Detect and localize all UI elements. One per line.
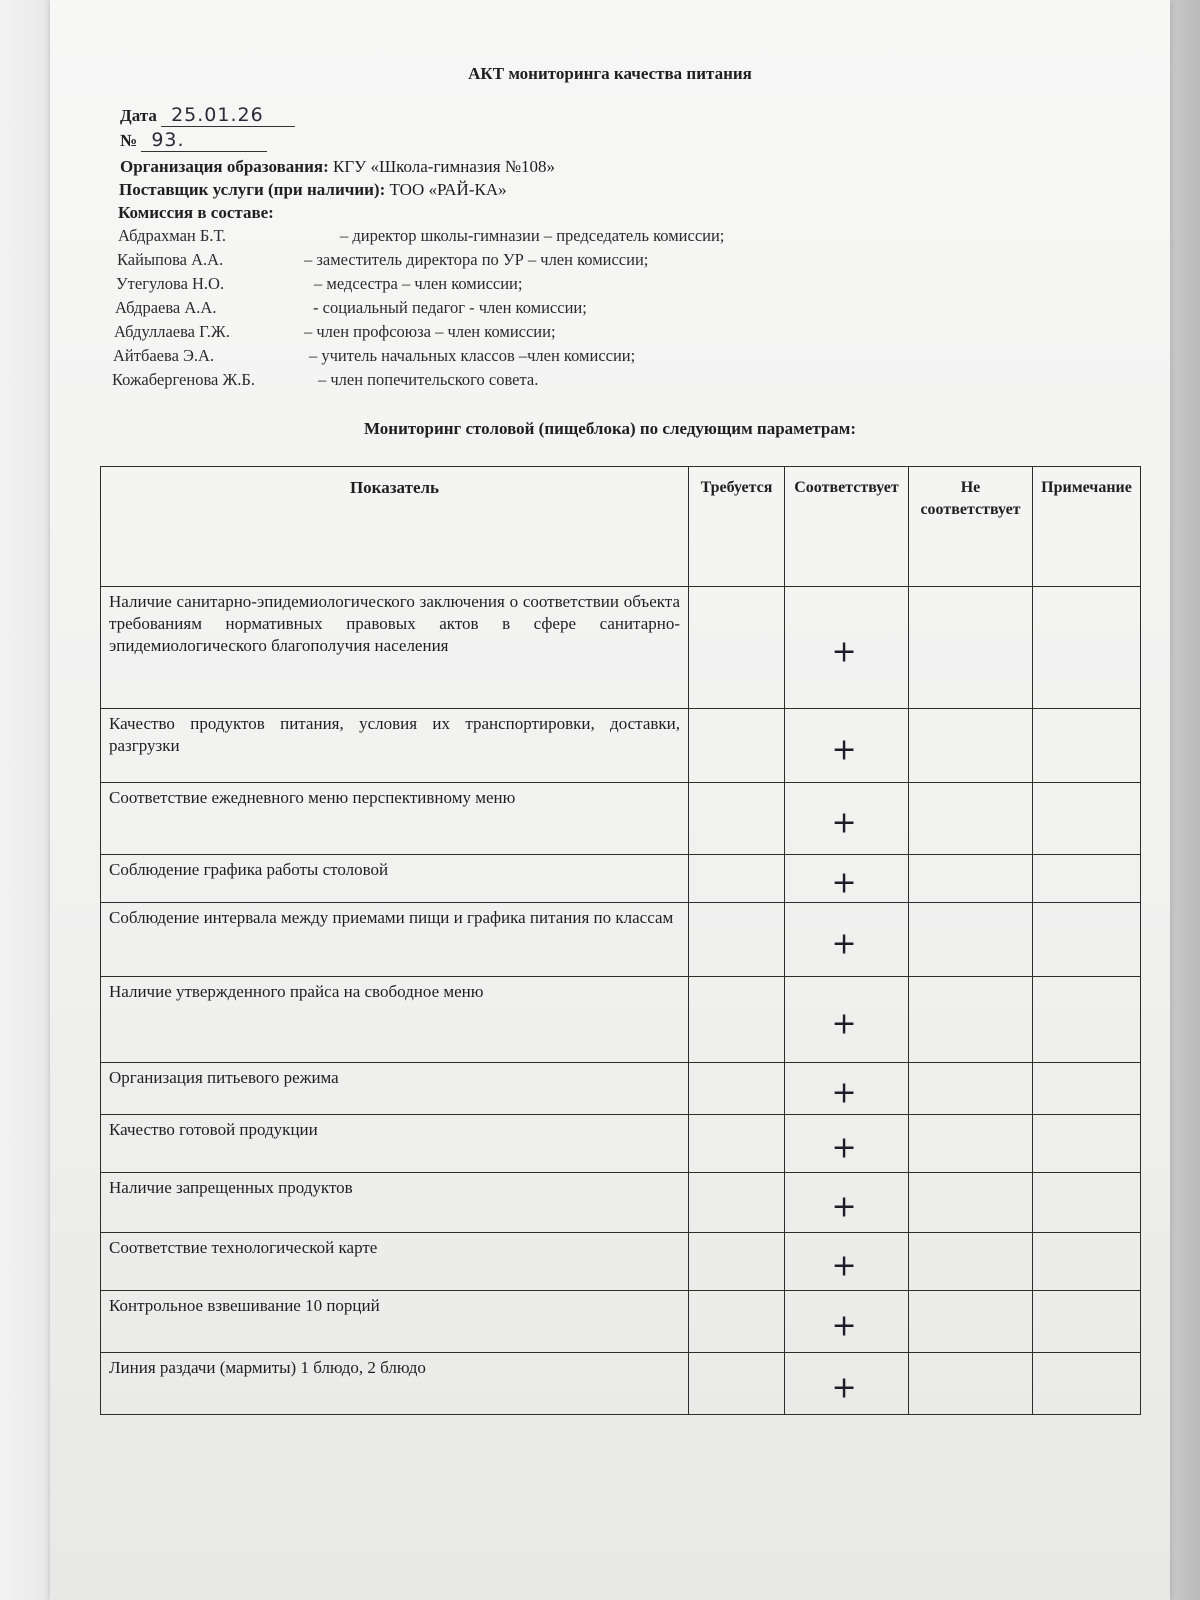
- required-cell: [689, 855, 785, 903]
- indicator-cell: Контрольное взвешивание 10 порций: [101, 1291, 689, 1353]
- check-mark: +: [831, 732, 857, 767]
- organization-value: КГУ «Школа-гимназия №108»: [333, 157, 556, 176]
- document-title: АКТ мониторинга качества питания: [468, 64, 752, 83]
- noncompliant-cell: [909, 587, 1033, 709]
- note-cell: [1033, 903, 1141, 977]
- table-row: [101, 855, 1141, 903]
- date-value: 25.01.26: [161, 104, 295, 127]
- compliant-cell: [785, 1173, 909, 1233]
- indicator-cell: Организация питьевого режима: [101, 1063, 689, 1115]
- check-mark: +: [831, 634, 857, 669]
- commission-member: Кайыпова А.А. – заместитель директора по УР – член комиссии;: [117, 250, 649, 269]
- indicator-cell: Соблюдение графика работы столовой: [101, 855, 689, 903]
- noncompliant-cell: [909, 903, 1033, 977]
- required-cell: [689, 709, 785, 783]
- required-cell: [689, 903, 785, 977]
- check-mark: +: [831, 1075, 857, 1110]
- required-cell: [689, 1353, 785, 1415]
- required-cell: [689, 1173, 785, 1233]
- table-row: [101, 1291, 1141, 1353]
- check-mark: +: [831, 1248, 857, 1283]
- noncompliant-cell: [909, 783, 1033, 855]
- commission-member: Абдраева А.А. - социальный педагог - член комиссии;: [115, 298, 587, 317]
- compliant-cell: [785, 709, 909, 783]
- required-cell: [689, 1115, 785, 1173]
- commission-member: Утегулова Н.О. – медсестра – член комиссии;: [116, 274, 523, 293]
- header-required: Требуется: [689, 467, 785, 587]
- compliant-cell: [785, 587, 909, 709]
- table-row: [101, 587, 1141, 709]
- noncompliant-cell: [909, 855, 1033, 903]
- indicator-cell: Соблюдение интервала между приемами пищи и графика питания по классам: [101, 903, 689, 977]
- noncompliant-cell: [909, 709, 1033, 783]
- commission-member: Абдуллаева Г.Ж. – член профсоюза – член комиссии;: [114, 322, 556, 341]
- check-mark: +: [831, 1308, 857, 1343]
- required-cell: [689, 1291, 785, 1353]
- indicator-cell: Качество готовой продукции: [101, 1115, 689, 1173]
- date-line: [120, 104, 295, 127]
- organization-line: [120, 157, 555, 177]
- table-row: [101, 1115, 1141, 1173]
- indicator-cell: Соответствие ежедневного меню перспективному меню: [101, 783, 689, 855]
- indicator-cell: Наличие утвержденного прайса на свободное меню: [101, 977, 689, 1063]
- check-mark: +: [831, 1130, 857, 1165]
- noncompliant-cell: [909, 1173, 1033, 1233]
- note-cell: [1033, 1115, 1141, 1173]
- noncompliant-cell: [909, 1115, 1033, 1173]
- table-row: [101, 977, 1141, 1063]
- commission-label: Комиссия в составе:: [118, 203, 274, 222]
- compliant-cell: [785, 1115, 909, 1173]
- required-cell: [689, 587, 785, 709]
- table-row: [101, 1173, 1141, 1233]
- note-cell: [1033, 1353, 1141, 1415]
- check-mark: +: [831, 926, 857, 961]
- compliant-cell: [785, 1063, 909, 1115]
- header-compliant: Соответствует: [785, 467, 909, 587]
- required-cell: [689, 1233, 785, 1291]
- compliant-cell: [785, 855, 909, 903]
- note-cell: [1033, 587, 1141, 709]
- check-mark: +: [831, 865, 857, 900]
- document-sheet: [50, 0, 1170, 1600]
- compliant-cell: [785, 903, 909, 977]
- indicator-cell: Наличие санитарно-эпидемиологического заключения о соответствии объекта требованиям нормативных правовых актов в сфере санитарно-эпидемиологического благополучия населения: [101, 587, 689, 709]
- commission-member: Айтбаева Э.А. – учитель начальных классов –член комиссии;: [113, 346, 636, 365]
- table-row: [101, 1063, 1141, 1115]
- header-indicator: Показатель: [101, 467, 689, 587]
- header-note: Примечание: [1033, 467, 1141, 587]
- table-row: [101, 709, 1141, 783]
- note-cell: [1033, 1063, 1141, 1115]
- required-cell: [689, 1063, 785, 1115]
- header-noncompliant: Не соответствует: [909, 467, 1033, 587]
- date-label: Дата: [120, 106, 157, 125]
- supplier-value: ТОО «РАЙ-КА»: [389, 180, 507, 199]
- required-cell: [689, 783, 785, 855]
- check-mark: +: [831, 1189, 857, 1224]
- table-row: [101, 1233, 1141, 1291]
- check-mark: +: [831, 1370, 857, 1405]
- commission-member: Абдрахман Б.Т. – директор школы-гимназии – председатель комиссии;: [118, 226, 725, 245]
- check-mark: +: [831, 1006, 857, 1041]
- compliant-cell: [785, 1233, 909, 1291]
- indicator-cell: Наличие запрещенных продуктов: [101, 1173, 689, 1233]
- note-cell: [1033, 709, 1141, 783]
- organization-label: Организация образования:: [120, 157, 329, 176]
- indicator-cell: Соответствие технологической карте: [101, 1233, 689, 1291]
- table-row: [101, 1353, 1141, 1415]
- supplier-label: Поставщик услуги (при наличии):: [119, 180, 386, 199]
- monitoring-title: Мониторинг столовой (пищеблока) по следующим параметрам:: [363, 419, 857, 438]
- monitoring-table: [100, 466, 1141, 1415]
- note-cell: [1033, 855, 1141, 903]
- compliant-cell: [785, 977, 909, 1063]
- noncompliant-cell: [909, 977, 1033, 1063]
- table-header-row: [101, 467, 1141, 587]
- noncompliant-cell: [909, 1353, 1033, 1415]
- noncompliant-cell: [909, 1063, 1033, 1115]
- compliant-cell: [785, 783, 909, 855]
- table-row: [101, 903, 1141, 977]
- indicator-cell: Качество продуктов питания, условия их транспортировки, доставки, разгрузки: [101, 709, 689, 783]
- number-label: №: [120, 131, 138, 150]
- commission-member: Кожабергенова Ж.Б. – член попечительского совета.: [112, 370, 539, 389]
- note-cell: [1033, 783, 1141, 855]
- number-value: 93.: [141, 129, 267, 152]
- note-cell: [1033, 1291, 1141, 1353]
- noncompliant-cell: [909, 1233, 1033, 1291]
- compliant-cell: [785, 1291, 909, 1353]
- note-cell: [1033, 1233, 1141, 1291]
- supplier-line: [119, 180, 507, 200]
- table-row: [101, 783, 1141, 855]
- required-cell: [689, 977, 785, 1063]
- check-mark: +: [831, 805, 857, 840]
- note-cell: [1033, 1173, 1141, 1233]
- indicator-cell: Линия раздачи (мармиты) 1 блюдо, 2 блюдо: [101, 1353, 689, 1415]
- note-cell: [1033, 977, 1141, 1063]
- compliant-cell: [785, 1353, 909, 1415]
- number-line: [120, 129, 267, 152]
- noncompliant-cell: [909, 1291, 1033, 1353]
